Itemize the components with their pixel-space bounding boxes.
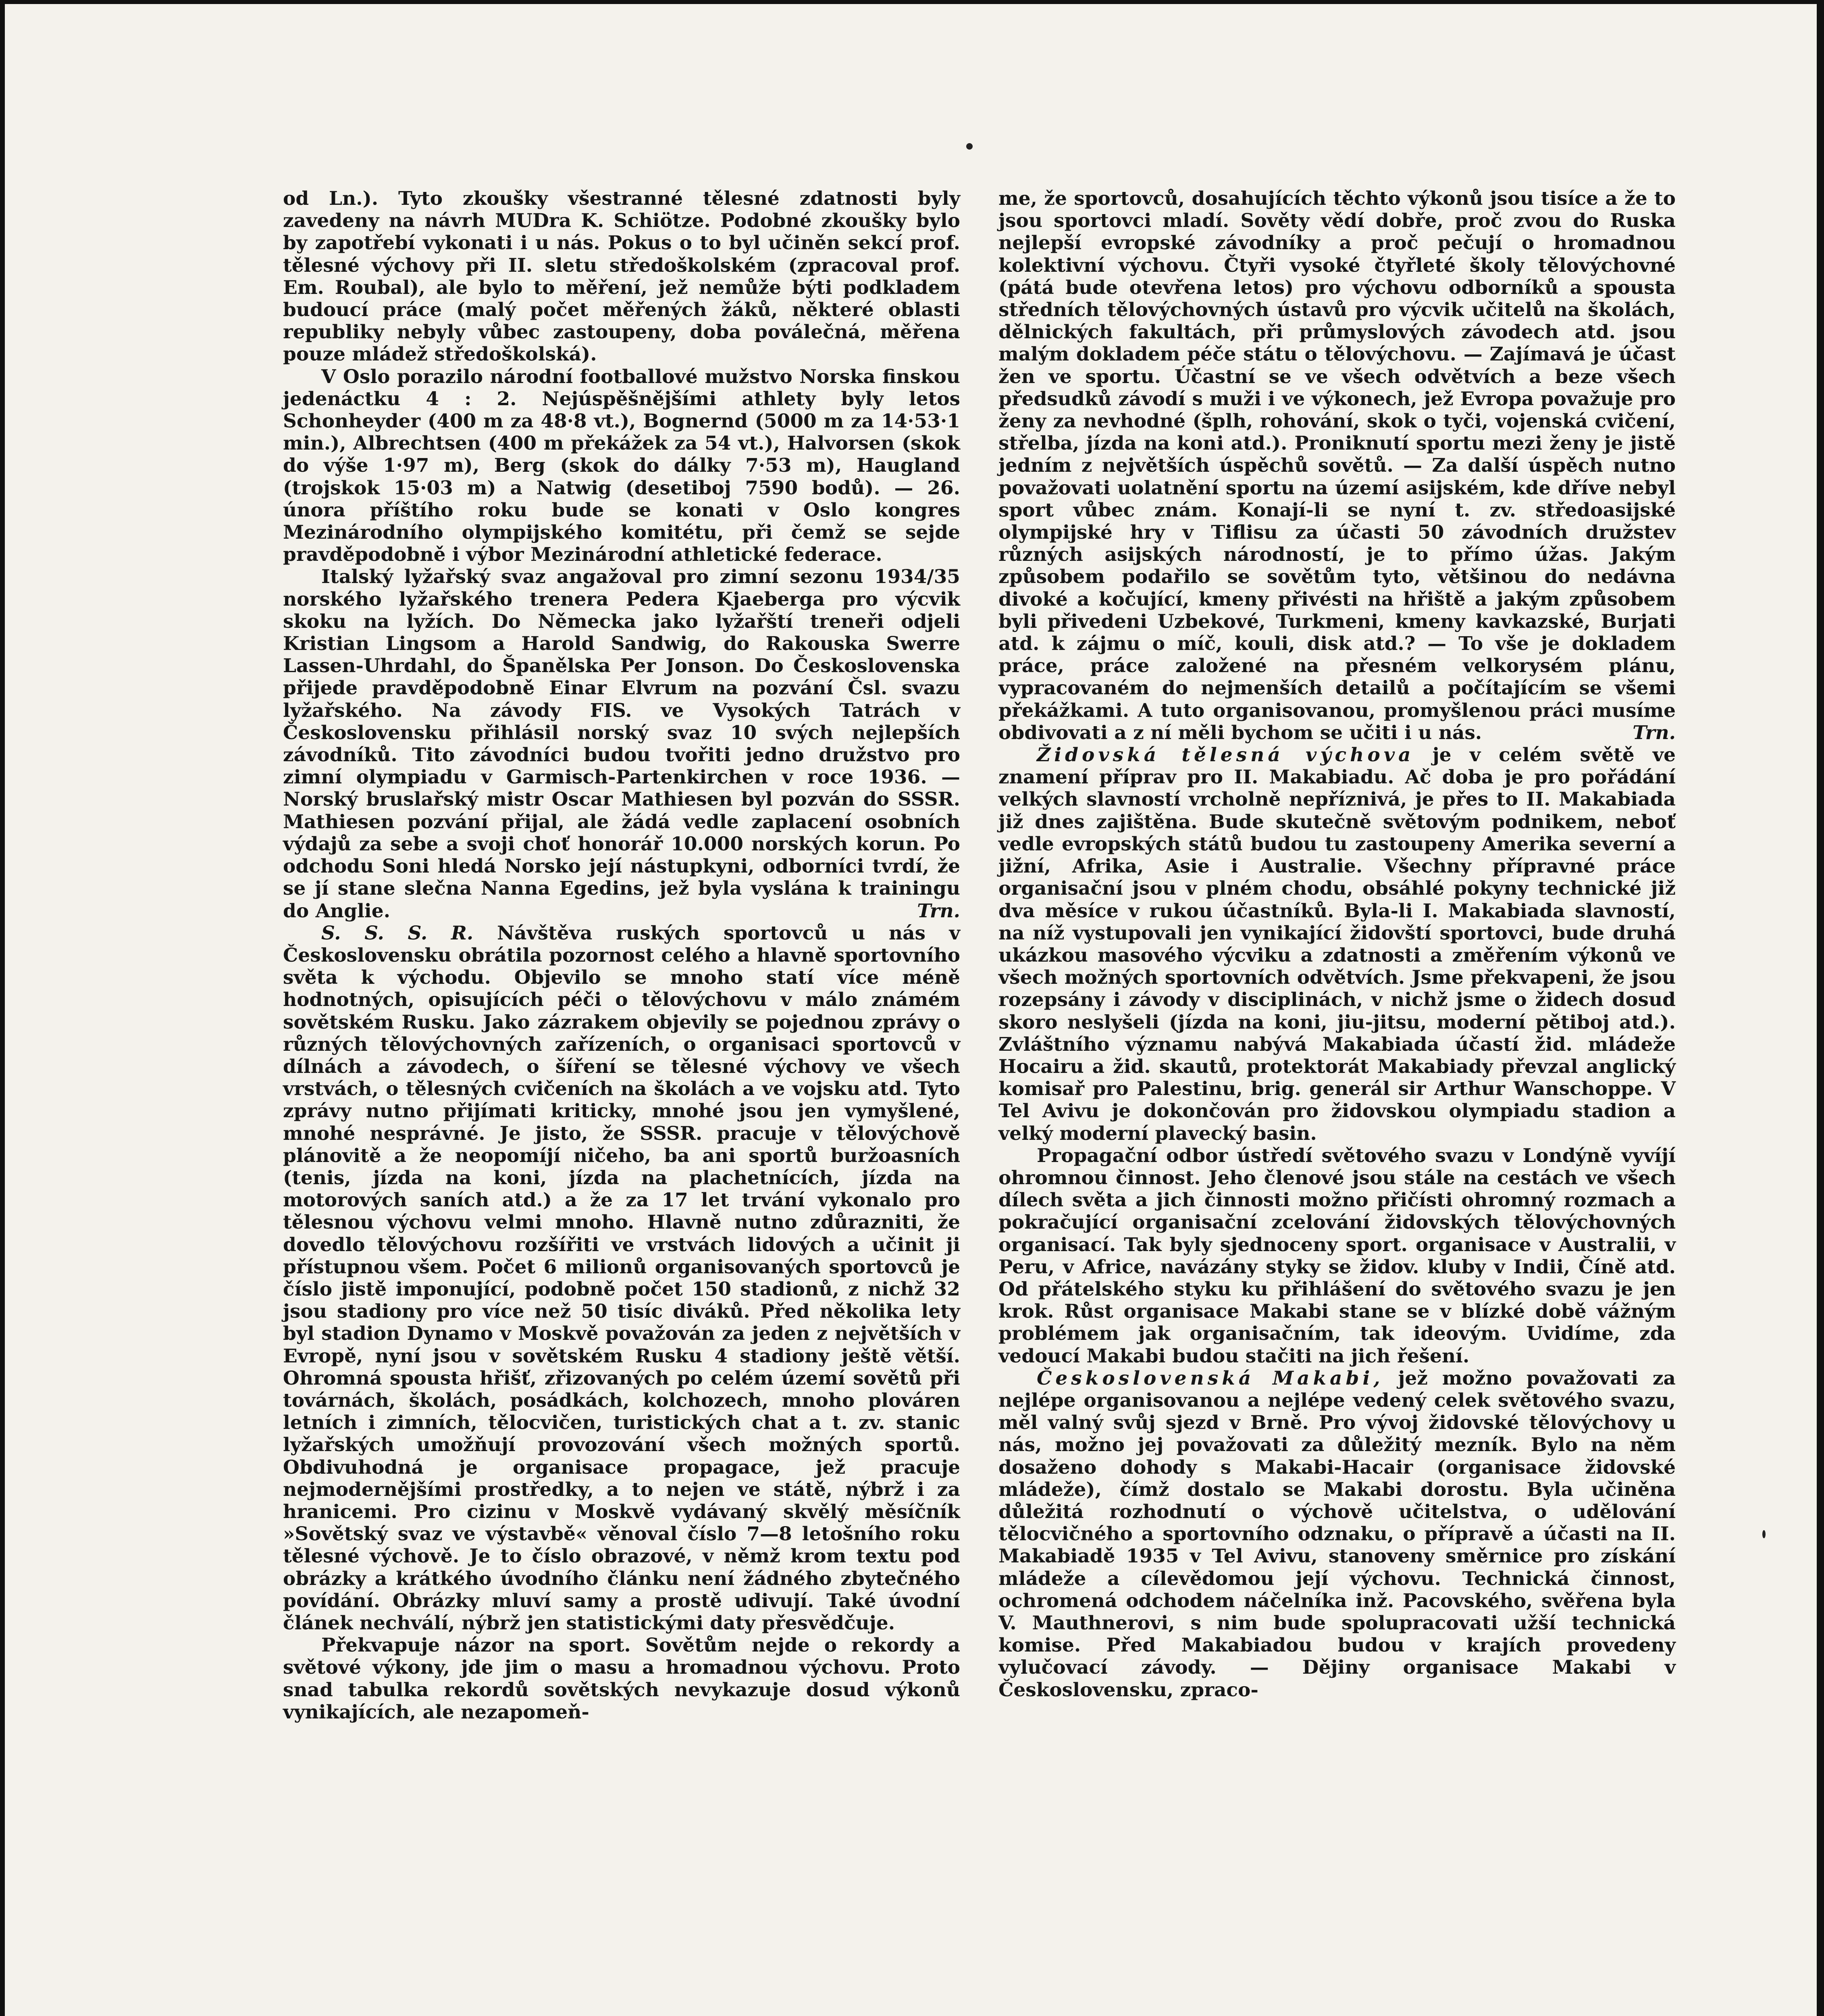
paragraph (998, 1367, 1676, 1701)
paragraph (283, 566, 960, 922)
section-label: Československá Makabi, (1037, 1367, 1384, 1389)
paragraph (998, 187, 1676, 744)
section-label: Židovská tělesná výchova (1037, 744, 1414, 766)
paragraph: Překvapuje názor na sport. Sovětům nejde o rekordy a světové výkony, jde jim o masu a hromadnou výchovu. Proto snad tabulka rekordů sovětských nevykazuje dosud výkonů vynikajících, ale nezapomeň- (283, 1634, 960, 1723)
paragraph: Propagační odbor ústředí světového svazu v Londýně vyvíjí ohromnou činnost. Jeho členové jsou stále na cestách ve všech dílech světa a jich činnosti možno přičísti ohromný rozmach a pokračující organisační zcelování židovských tělovýchovných organisací. Tak byly sjednoceny sport. organisace v Australii, v Peru, v Africe, navázány styky se židov. kluby v Indii, Číně atd. Od přátelského styku ku přihlášení do světového svazu je jen krok. Růst organisace Makabi stane se v blízké době vážným problémem jak organisačním, tak ideovým. Uvidíme, zda vedoucí Makabi budou stačiti na jich řešení. (998, 1144, 1676, 1367)
paragraph-text: je v celém světě ve znamení příprav pro II. Makabiadu. Ač doba je pro pořádání velkých slavností vrcholně nepříznivá, je přes to II. Makabiada již dnes zajištěna. Bude skutečně světovým podnikem, neboť vedle evropských států budou tu zastoupeny Amerika severní a jižní, Afrika, Asie i Australie. Všechny přípravné práce organisační jsou v plném chodu, obsáhlé pokyny technické již dva měsíce v rukou účastníků. Byla-li I. Makabiada slavností, na níž vystupovali jen vynikající židovští sportovci, bude druhá ukázkou masového výcviku a zdatnosti a změřením výkonů ve všech možných sportovních odvětvích. Jsme překvapeni, že jsou rozepsány i závody v disciplinách, v nichž jsme o židech dosud skoro neslyšeli (jízda na koni, jiu-jitsu, moderní pětiboj atd.). Zvláštního významu nabývá Makabiada účastí žid. mládeže Hocairu a žid. skautů, protektorát Makabiady převzal anglický komisař pro Palestinu, brig. generál sir Arthur Wanschoppe. V Tel Avivu je dokončován pro židovskou olympiadu stadion a velký moderní plavecký basin. (998, 744, 1676, 1145)
ink-spot (966, 143, 973, 150)
paragraph-text: Návštěva ruských sportovců u nás v Československu obrátila pozornost celého a hlavně sportovního světa k východu. Objevilo se mnoho statí více méně hodnotných, opisujících péči o tělovýchovu v málo známém sovětském Rusku. Jako zázrakem objevily se pojednou zprávy o různých tělovýchovných zařízeních, o organisaci sportovců v dílnách a závodech, o šíření se tělesné výchovy ve všech vrstvách, o tělesných cvičeních na školách a ve vojsku atd. Tyto zprávy nutno přijímati kriticky, mnohé jsou jen vymyšlené, mnohé nesprávné. Je jisto, že SSSR. pracuje v tělovýchově plánovitě a že neopomíjí ničeho, ba ani sportů buržoasních (tenis, jízda na koni, jízda na plachetnících, jízda na motorových saních atd.) a že za 17 let trvání vykonalo pro tělesnou výchovu velmi mnoho. Hlavně nutno zdůrazniti, že dovedlo tělovýchovu rozšířiti ve vrstvách lidových a učinit ji přístupnou všem. Počet 6 milionů organisovaných sportovců je číslo jistě imponující, podobně počet 150 stadionů, z nichž 32 jsou stadiony pro více než 50 tisíc diváků. Před několika lety byl stadion Dynamo v Moskvě považován za jeden z největších v Evropě, nyní jsou v sovětském Rusku 4 stadiony ještě větší. Ohromná spousta hřišť, zřizovaných po celém území sovětů při továrnách, školách, posádkách, kolchozech, mnoho plováren letních i zimních, tělocvičen, turistických chat a t. zv. stanic lyžařských umožňují provozování všech možných sportů. Obdivuhodná je organisace propagace, jež pracuje nejmodernějšími prostředky, a to nejen ve státě, nýbrž i za hranicemi. Pro cizinu v Moskvě vydávaný skvělý měsíčník »Sovětský svaz ve výstavbě« věnoval číslo 7—8 letošního roku tělesné výchově. Je to číslo obrazové, v němž krom textu pod obrázky a krátkého úvodního článku není žádného zbytečného povídání. Obrázky mluví samy a prostě udivují. Také úvodní článek nechválí, nýbrž jen statistickými daty přesvědčuje. (283, 922, 960, 1634)
section-label: S. S. S. R. (321, 922, 474, 944)
paragraph: V Oslo porazilo národní footballové mužstvo Norska finskou jedenáctku 4 : 2. Nejúspěšnějšími athlety byly letos Schonheyder (400 m za 48·8 vt.), Bognernd (5000 m za 14·53·1 min.), Albrechtsen (400 m překážek za 54 vt.), Halvorsen (skok do výše 1·97 m), Berg (skok do dálky 7·53 m), Haugland (trojskok 15·03 m) a Natwig (desetiboj 7590 bodů). — 26. února příštího roku bude se konati v Oslo kongres Mezinárodního olympijského komitétu, při čemž se sejde pravděpodobně i výbor Mezinárodní athletické federace. (283, 365, 960, 566)
left-column (283, 187, 960, 1723)
author-signature: Trn. (1633, 721, 1676, 744)
page-sheet (5, 4, 1817, 2016)
author-signature: Trn. (917, 900, 960, 922)
right-column (998, 187, 1676, 1701)
ink-spot (1762, 1530, 1766, 1538)
paragraph: od Ln.). Tyto zkoušky všestranné tělesné zdatnosti byly zavedeny na návrh MUDra K. Schiötze. Podobné zkoušky bylo by zapotřebí vykonati i u nás. Pokus o to byl učiněn sekcí prof. tělesné výchovy při II. sletu středoškolském (zpracoval prof. Em. Roubal), ale bylo to měření, jež nemůže býti podkladem budoucí práce (malý počet měřených žáků, některé oblasti republiky nebyly vůbec zastoupeny, doba poválečná, měřena pouze mládež středoškolská). (283, 187, 960, 366)
paragraph-text: jež možno považovati za nejlépe organisovanou a nejlépe vedený celek světového svazu, měl valný svůj sjezd v Brně. Pro vývoj židovské tělovýchovy u nás, možno jej považovati za důležitý mezník. Bylo na něm dosaženo dohody s Makabi-Hacair (organisace židovské mládeže), čímž dostalo se Makabi dorostu. Byla učiněna důležitá rozhodnutí o výchově učitelstva, o udělování tělocvičného a sportovního odznaku, o přípravě a účasti na II. Makabiadě 1935 v Tel Avivu, stanoveny směrnice pro získání mládeže a cílevědomou její výchovu. Technická činnost, ochromená odchodem náčelníka inž. Pacovského, svěřena byla V. Mauthnerovi, s nim bude spolupracovati užší technická komise. Před Makabiadou budou v krajích provedeny vylučovací závody. — Dějiny organisace Makabi v Československu, zpraco- (998, 1367, 1676, 1701)
paragraph (283, 922, 960, 1635)
paragraph (998, 744, 1676, 1145)
paragraph-text: Italský lyžařský svaz angažoval pro zimní sezonu 1934/35 norského lyžařského trenera Pedera Kjaeberga pro výcvik skoku na lyžích. Do Německa jako lyžařští treneři odjeli Kristian Lingsom a Harold Sandwig, do Rakouska Swerre Lassen-Uhrdahl, do Španělska Per Jonson. Do Československa přijede pravděpodobně Einar Elvrum na pozvání Čsl. svazu lyžařského. Na závody FIS. ve Vysokých Tatrách v Československu přihlásil norský svaz 10 svých nejlepších závodníků. Tito závodníci budou tvořiti jedno družstvo pro zimní olympiadu v Garmisch-Partenkirchen v roce 1936. — Norský bruslařský mistr Oscar Mathiesen byl pozván do SSSR. Mathiesen pozvání přijal, ale žádá vedle zaplacení osobních výdajů za sebe a svoji choť honorář 10.000 norských korun. Po odchodu Soni hledá Norsko její nástupkyni, odborníci tvrdí, že se jí stane slečna Nanna Egedins, jež byla vyslána k trainingu do Anglie. (283, 566, 960, 922)
paragraph-text: me, že sportovců, dosahujících těchto výkonů jsou tisíce a že to jsou sportovci mladí. Sověty vědí dobře, proč zvou do Ruska nejlepší evropské závodníky a proč pečují o hromadnou kolektivní výchovu. Čtyři vysoké čtyřleté školy tělovýchovné (pátá bude otevřena letos) pro výchovu odborníků a spousta středních tělovýchovných ústavů pro výcvik učitelů na školách, dělnických fakultách, při průmyslových závodech atd. jsou malým dokladem péče státu o tělovýchovu. — Zajímavá je účast žen ve sportu. Účastní se ve všech odvětvích a beze všech předsudků závodí s muži i ve výkonech, jež Evropa považuje pro ženy za nevhodné (šplh, rohování, skok o tyči, vojenská cvičení, střelba, jízda na koni atd.). Proniknutí sportu mezi ženy je jistě jedním z největších úspěchů sovětů. — Za další úspěch nutno považovati uolatnění sportu na území asijském, kde dříve nebyl sport vůbec znám. Konají-li se nyní t. zv. středoasijské olympijské hry v Tiflisu za účasti 50 závodních družstev různých asijských národností, je to přímo úžas. Jakým způsobem podařilo se sovětům tyto, většinou do nedávna divoké a kočující, kmeny přivésti na hřiště a jakým způsobem byli přivedeni Uzbekové, Turkmeni, kmeny kavkazské, Burjati atd. k zájmu o míč, kouli, disk atd.? — To vše je dokladem práce, práce založené na přesném velkorysém plánu, vypracovaném do nejmenších detailů a počítajícím se všemi překážkami. A tuto organisovanou, promyšlenou práci musíme obdivovati a z ní měli bychom se učiti i u nás. (998, 187, 1676, 744)
